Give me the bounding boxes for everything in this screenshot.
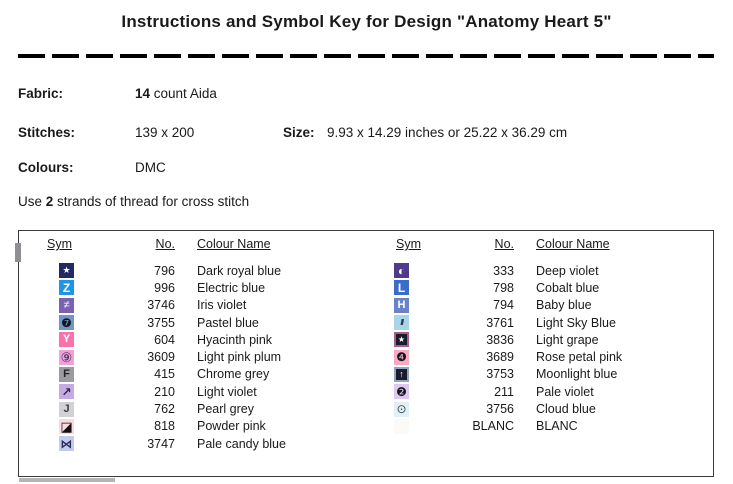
colour-number: 796 <box>154 263 175 278</box>
colour-name: Iris violet <box>197 298 247 313</box>
strands-count: 2 <box>45 194 54 209</box>
key-rows-left <box>47 262 382 452</box>
key-row <box>392 383 707 400</box>
circled-4-icon: ❹ <box>394 350 409 365</box>
key-row <box>47 331 382 348</box>
colour-name: Powder pink <box>197 419 266 434</box>
letter-h-icon: H <box>394 298 409 313</box>
colour-number: 211 <box>494 384 514 399</box>
colour-number: 3747 <box>147 436 175 451</box>
colour-number: 333 <box>493 263 514 278</box>
circled-7-icon: ❼ <box>59 315 74 330</box>
colour-name: Pale candy blue <box>197 436 286 451</box>
symbol-cell <box>392 367 432 382</box>
letter-l-icon: L <box>394 280 409 295</box>
circle-dot-icon: ⊙ <box>394 402 409 417</box>
colour-name: Light Sky Blue <box>536 315 616 330</box>
boxed-up-arrow-icon <box>394 367 409 382</box>
key-row <box>47 400 382 417</box>
size-value: 9.93 x 14.29 inches or 25.22 x 36.29 cm <box>327 125 568 140</box>
colour-name: Light grape <box>536 332 599 347</box>
colour-number: 3761 <box>486 315 514 330</box>
colour-number: 604 <box>154 332 175 347</box>
divider-rule <box>18 54 714 58</box>
symbol-cell <box>47 419 87 434</box>
key-row <box>47 279 382 296</box>
symbol-cell <box>47 315 87 330</box>
no-header: No. <box>155 237 175 251</box>
colour-number: 3753 <box>486 367 514 382</box>
bowtie-icon: ⋈ <box>60 436 73 451</box>
key-row <box>47 348 382 365</box>
colour-number: 210 <box>154 384 175 399</box>
ui-fragment-tab <box>15 243 21 262</box>
symbol-key-table <box>18 230 714 477</box>
symbol-cell <box>392 402 432 417</box>
colour-number: 3755 <box>147 315 175 330</box>
key-row <box>392 331 707 348</box>
colour-number: 3756 <box>486 402 514 417</box>
blank-swatch <box>394 419 409 434</box>
half-circle-icon: ◐ <box>394 263 409 278</box>
key-column-right <box>392 231 707 435</box>
symbol-cell <box>47 298 87 313</box>
circled-9-icon: ⑨ <box>60 349 73 365</box>
arrow-up-right-icon: ↗ <box>59 384 74 399</box>
colour-name: Moonlight blue <box>536 367 618 382</box>
colour-name: Deep violet <box>536 263 599 278</box>
colour-name: Cobalt blue <box>536 280 600 295</box>
key-row <box>392 297 707 314</box>
colour-number: 798 <box>493 280 514 295</box>
boxed-star-icon: ★ <box>397 334 406 344</box>
key-rows-right <box>392 262 707 435</box>
colour-name-header: Colour Name <box>197 237 271 251</box>
colours-label: Colours: <box>18 160 74 175</box>
diagonal-hatch-icon: /// <box>394 315 409 330</box>
size-label: Size: <box>283 125 315 140</box>
symbol-cell <box>392 332 432 347</box>
key-row <box>47 435 382 452</box>
colour-name: BLANC <box>536 419 578 434</box>
symbol-cell <box>47 384 87 399</box>
key-row <box>392 314 707 331</box>
symbol-cell <box>392 315 432 330</box>
fabric-label: Fabric: <box>18 86 64 101</box>
fabric-count: 14 <box>135 86 151 101</box>
key-row <box>392 400 707 417</box>
key-row <box>392 366 707 383</box>
not-equal-icon: ≠ <box>59 298 74 313</box>
key-header-right <box>392 237 707 251</box>
no-header: No. <box>494 237 514 251</box>
boxed-up-arrow-icon: ↑ <box>396 369 407 380</box>
colour-name: Baby blue <box>536 298 592 313</box>
key-header-left <box>47 237 382 251</box>
colour-number: 3836 <box>486 332 514 347</box>
colour-number: 3746 <box>147 298 175 313</box>
key-row <box>392 348 707 365</box>
symbol-cell <box>392 298 432 313</box>
key-row <box>47 418 382 435</box>
colours-value: DMC <box>135 160 166 175</box>
key-row <box>47 297 382 314</box>
strands-rest: strands of thread for cross stitch <box>53 194 250 209</box>
symbol-cell <box>392 384 432 399</box>
letter-f-icon: F <box>59 367 74 382</box>
symbol-cell <box>47 263 87 278</box>
symbol-cell <box>47 436 87 451</box>
star-icon: ★ <box>59 263 74 278</box>
fabric-rest: count Aida <box>150 86 217 101</box>
key-row <box>47 262 382 279</box>
symbol-cell <box>47 350 87 365</box>
strands-prefix: Use <box>18 194 46 209</box>
symbol-cell <box>392 280 432 295</box>
circled-2-icon: ❷ <box>394 384 409 399</box>
letter-z-icon: Z <box>59 280 74 295</box>
strands-note <box>18 194 249 209</box>
key-row <box>392 262 707 279</box>
letter-y-icon: Y <box>59 332 74 347</box>
stitches-value: 139 x 200 <box>135 125 195 140</box>
colour-name: Pale violet <box>536 384 594 399</box>
colour-name: Hyacinth pink <box>197 332 273 347</box>
colour-number: 996 <box>154 280 175 295</box>
page-title: Instructions and Symbol Key for Design "Anatomy Heart 5" <box>121 12 612 31</box>
colour-name: Dark royal blue <box>197 263 282 278</box>
key-row <box>392 279 707 296</box>
colour-name: Chrome grey <box>197 367 270 382</box>
colour-number: 762 <box>154 402 175 417</box>
symbol-cell <box>392 419 432 434</box>
fabric-value <box>135 86 217 101</box>
boxed-star-icon <box>394 332 409 347</box>
colour-name: Pearl grey <box>197 402 254 417</box>
key-column-left <box>47 231 382 452</box>
ui-fragment-strip <box>19 478 115 482</box>
symbol-cell <box>47 280 87 295</box>
colour-name: Rose petal pink <box>536 350 623 365</box>
colour-name: Electric blue <box>197 280 266 295</box>
key-row <box>47 314 382 331</box>
stitches-label: Stitches: <box>18 125 76 140</box>
colour-name: Light pink plum <box>197 350 282 365</box>
colour-number: 3609 <box>147 350 175 365</box>
half-square-icon: ◪ <box>60 418 73 434</box>
letter-j-icon: J <box>59 402 74 417</box>
colour-number: 3689 <box>486 350 514 365</box>
key-row <box>47 383 382 400</box>
colour-number: 794 <box>493 298 514 313</box>
sym-header: Sym <box>47 237 72 251</box>
symbol-cell <box>47 402 87 417</box>
symbol-cell <box>47 332 87 347</box>
colour-name: Light violet <box>197 384 257 399</box>
symbol-cell <box>392 263 432 278</box>
colour-number: 415 <box>154 367 175 382</box>
key-row <box>392 418 707 435</box>
symbol-cell <box>392 350 432 365</box>
colour-name-header: Colour Name <box>536 237 610 251</box>
sym-header: Sym <box>396 237 421 251</box>
symbol-cell <box>47 367 87 382</box>
colour-name: Cloud blue <box>536 402 596 417</box>
colour-number: 818 <box>154 419 175 434</box>
colour-number: BLANC <box>472 419 514 434</box>
key-row <box>47 366 382 383</box>
colour-name: Pastel blue <box>197 315 259 330</box>
